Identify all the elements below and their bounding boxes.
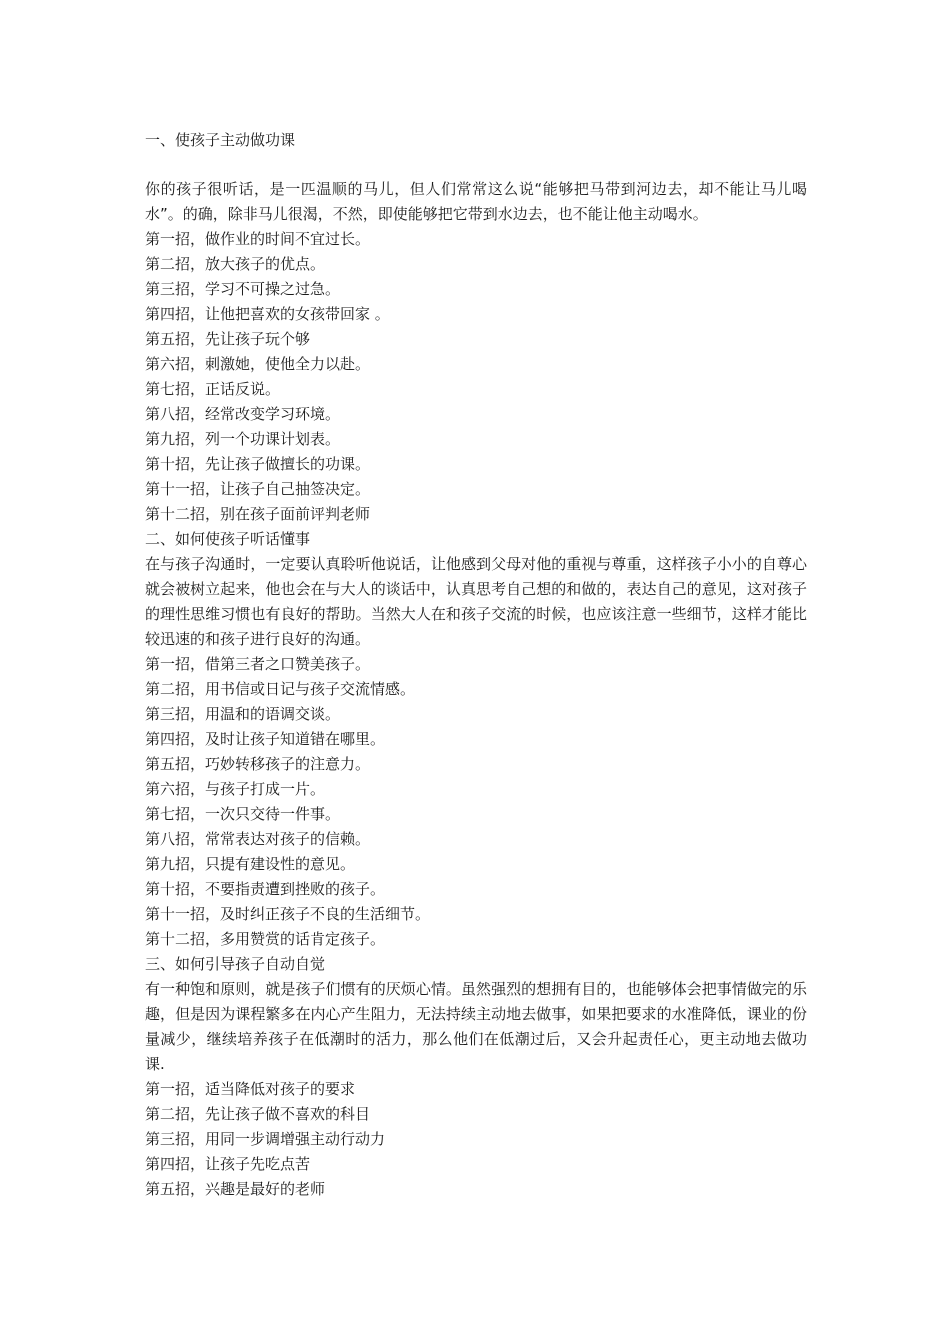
tip-item: 第十二招，多用赞赏的话肯定孩子。 (145, 930, 386, 948)
tip-item: 第十一招，及时纠正孩子不良的生活细节。 (145, 905, 431, 923)
tip-item: 第三招，用温和的语调交谈。 (145, 705, 341, 723)
section-intro: 有一种饱和原则，就是孩子们惯有的厌烦心情。虽然强烈的想拥有目的，也能够体会把事情做完的乐趣，但是因为课程繁多在内心产生阻力，无法持续主动地去做事，如果把要求的水准降低，课业的份量减少，继续培养孩子在低潮时的活力，那么他们在低潮过后，又会升起责任心，更主动地去做功课. (145, 980, 807, 1073)
tip-item: 第二招，先让孩子做不喜欢的科目 (145, 1105, 371, 1123)
tip-item: 第六招，与孩子打成一片。 (145, 780, 326, 798)
tip-item: 第四招，让孩子先吃点苦 (145, 1155, 311, 1173)
tip-item: 第四招，让他把喜欢的女孩带回家 。 (145, 305, 390, 323)
tip-item: 第九招，列一个功课计划表。 (145, 430, 341, 448)
tip-item: 第三招，学习不可操之过急。 (145, 280, 341, 298)
tip-item: 第四招，及时让孩子知道错在哪里。 (145, 730, 386, 748)
document-body (145, 128, 807, 1202)
tip-item: 第十一招，让孩子自己抽签决定。 (145, 480, 371, 498)
tip-item: 第五招，先让孩子玩个够 (145, 330, 311, 348)
tip-item: 第二招，放大孩子的优点。 (145, 255, 326, 273)
blank-line (145, 153, 807, 177)
tip-item: 第五招，巧妙转移孩子的注意力。 (145, 755, 371, 773)
tip-item: 第八招，经常改变学习环境。 (145, 405, 341, 423)
tip-item: 第九招，只提有建设性的意见。 (145, 855, 356, 873)
tip-item: 第六招，刺激她，使他全力以赴。 (145, 355, 371, 373)
tip-item: 第一招，适当降低对孩子的要求 (145, 1080, 356, 1098)
tip-item: 第二招，用书信或日记与孩子交流情感。 (145, 680, 416, 698)
section-title: 三、如何引导孩子自动自觉 (145, 955, 326, 973)
tip-item: 第一招，做作业的时间不宜过长。 (145, 230, 371, 248)
section-3 (145, 952, 807, 1202)
section-2 (145, 527, 807, 952)
tip-item: 第七招，一次只交待一件事。 (145, 805, 341, 823)
tip-item: 第三招，用同一步调增强主动行动力 (145, 1130, 386, 1148)
section-title: 一、使孩子主动做功课 (145, 131, 296, 149)
tip-item: 第十招，先让孩子做擅长的功课。 (145, 455, 371, 473)
tip-item: 第十招，不要指责遭到挫败的孩子。 (145, 880, 386, 898)
section-intro: 在与孩子沟通时，一定要认真聆听他说话，让他感到父母对他的重视与尊重，这样孩子小小的自尊心就会被树立起来，他也会在与大人的谈话中，认真思考自己想的和做的，表达自己的意见，这对孩子的理性思维习惯也有良好的帮助。当然大人在和孩子交流的时候，也应该注意一些细节，这样才能比较迅速的和孩子进行良好的沟通。 (145, 555, 807, 648)
section-intro: 你的孩子很听话，是一匹温顺的马儿，但人们常常这么说“能够把马带到河边去，却不能让马儿喝水”。的确，除非马儿很渴，不然，即使能够把它带到水边去，也不能让他主动喝水。 (145, 180, 807, 223)
tip-item: 第五招，兴趣是最好的老师 (145, 1180, 326, 1198)
tip-item: 第一招，借第三者之口赞美孩子。 (145, 655, 371, 673)
tip-item: 第八招，常常表达对孩子的信赖。 (145, 830, 371, 848)
section-title: 二、如何使孩子听话懂事 (145, 530, 311, 548)
section-1 (145, 128, 807, 527)
tip-item: 第七招，正话反说。 (145, 380, 281, 398)
tip-item: 第十二招，别在孩子面前评判老师 (145, 505, 371, 523)
